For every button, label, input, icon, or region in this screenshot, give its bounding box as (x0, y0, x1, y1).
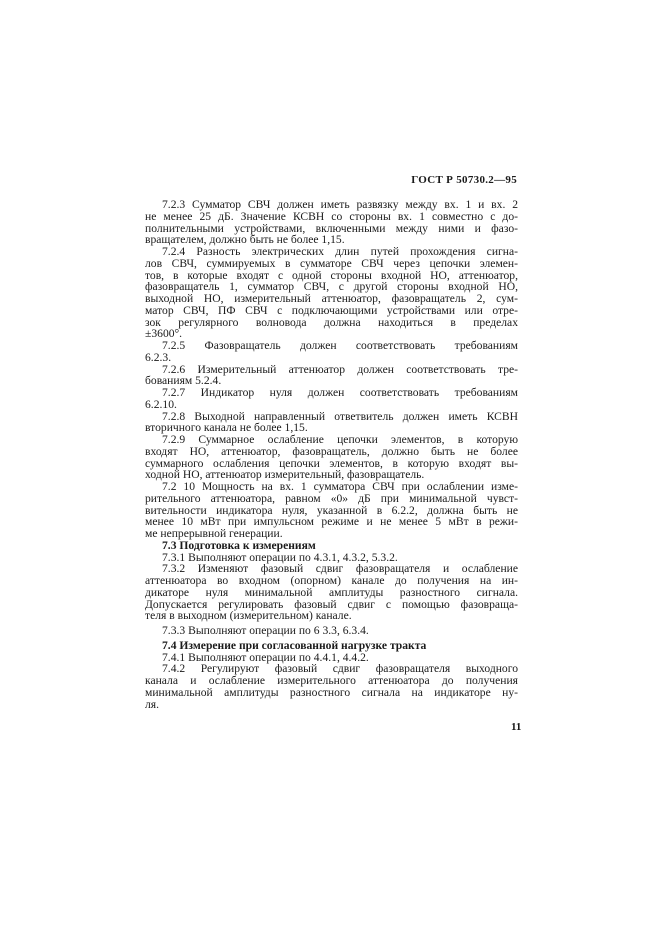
text-line: 6.2.3. (145, 350, 172, 364)
text-line: тов, в которые входят с одной стороны входной НО, аттенюатор, (145, 268, 518, 282)
text-line: 7.4.2 Регулируют фазовый сдвиг фазовращателя выходного (162, 662, 518, 676)
paragraph (145, 563, 518, 622)
text-line: аттенюатора во входном (опорном) канале до получения на ин- (145, 574, 518, 587)
text-line: ме непрерывной генерации. (145, 527, 283, 540)
text-line: 7.3.1 Выполняют операции по 4.3.1, 4.3.2, 5.3.2. (162, 550, 398, 564)
paragraph (145, 364, 518, 388)
text-line: не менее 25 дБ. Значение КСВН со стороны вх. 1 совместно с до- (145, 209, 518, 223)
text-line: лов СВЧ, суммируемых в сумматоре СВЧ через цепочки элемен- (145, 256, 518, 270)
text-line: фазовращатель 1, сумматор СВЧ, с другой стороны входной НО, (145, 280, 518, 294)
text-line: выходной НО, измерительный аттенюатор, фазовращатель 2, сум- (145, 292, 518, 305)
text-line: бованиям 5.2.4. (145, 374, 222, 388)
text-line: Допускается регулировать фазовый сдвиг с помощью фазовраща- (145, 597, 518, 611)
text-line: зок регулярного волновода должна находиться в пределах (145, 315, 518, 329)
paragraph (145, 434, 518, 481)
text-line: рительного аттенюатора, равном «0» дБ при минимальной чувст- (145, 491, 518, 505)
text-line: 6.2.10. (145, 397, 177, 411)
text-line: 7.3.2 Изменяют фазовый сдвиг фазовращателя и ослабление (162, 562, 518, 576)
paragraph (145, 625, 518, 637)
text-line: ля. (145, 697, 160, 711)
paragraph (145, 411, 518, 435)
text-line: канала и ослабление измерительного аттенюатора до получения (145, 674, 518, 687)
text-line: вторичного канала не более 1,15. (145, 421, 308, 435)
text-line: 7.2.4 Разность электрических длин путей прохождения сигна- (162, 245, 518, 258)
text-line: 7.2.3 Сумматор СВЧ должен иметь развязку между вх. 1 и вх. 2 (162, 198, 518, 211)
section-heading (145, 540, 518, 552)
paragraph (145, 663, 518, 710)
section-heading (145, 640, 518, 652)
text-line: 7.2.5 Фазовращатель должен соответствовать требованиям (162, 339, 518, 352)
text-line: теля в выходном (измерительном) канале. (145, 609, 352, 623)
text-line: менее 10 мВт при импульсном режиме и не менее 5 мВт в режи- (145, 515, 518, 529)
document-body (145, 199, 518, 710)
paragraph (145, 340, 518, 364)
document-header: ГОСТ Р 50730.2—95 (411, 174, 517, 186)
text-line: 7.2.7 Индикатор нуля должен соответствовать требованиям (162, 386, 518, 399)
text-line: 7.2.6 Измерительный аттенюатор должен соответствовать тре- (162, 362, 518, 376)
paragraph (145, 246, 518, 340)
paragraph (145, 387, 518, 411)
paragraph (145, 199, 518, 246)
paragraph (145, 481, 518, 540)
text-line: суммарного ослабления цепочки элементов, в которую входят вы- (145, 456, 518, 470)
text-line: 7.4 Измерение при согласованной нагрузке тракта (162, 638, 427, 652)
text-line: полнительными устройствами, включенными между ними и фазо- (145, 221, 518, 235)
text-line: 7.2 10 Мощность на вх. 1 сумматора СВЧ при ослаблении изме- (162, 480, 518, 493)
text-line: 7.3.3 Выполняют операции по 6 3.3, 6.3.4. (162, 624, 369, 637)
text-line: 7.2.9 Суммарное ослабление цепочки элементов, в которую (162, 433, 518, 446)
text-line: вращателем, должно быть не более 1,15. (145, 233, 345, 247)
text-line: вительности индикатора нуля, указанной в 6.2.2, должна быть не (145, 503, 518, 517)
text-line: 7.2.8 Выходной направленный ответвитель должен иметь КСВН (162, 409, 518, 423)
text-line: минимальной амплитуды разностного сигнала на индикаторе ну- (145, 685, 518, 699)
text-line: входят НО, аттенюатор, фазовращатель, должно быть не более (145, 444, 518, 458)
text-line: дикаторе нуля минимальной амплитуды разностного сигнала. (145, 585, 518, 599)
page-number: 11 (511, 721, 522, 733)
text-line: 7.4.1 Выполняют операции по 4.4.1, 4.4.2. (162, 650, 369, 664)
text-line: ±3600°. (145, 327, 183, 341)
text-line: 7.3 Подготовка к измерениям (162, 538, 316, 552)
text-line: матор СВЧ, ПФ СВЧ с подключающими устройствами или отре- (145, 303, 518, 317)
text-line: ходной НО, аттенюатор измерительный, фазовращатель. (145, 468, 425, 482)
